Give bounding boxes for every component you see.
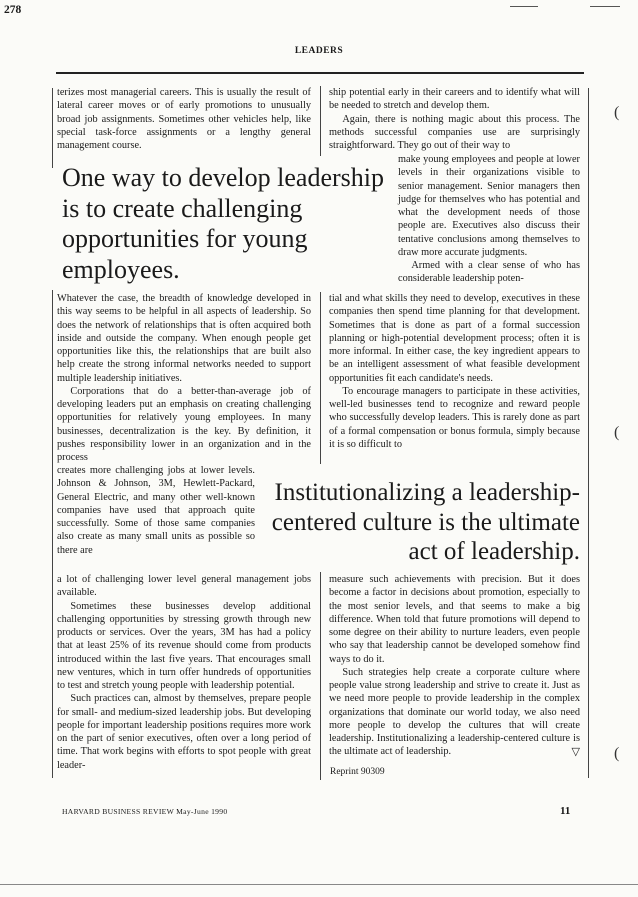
column-divider (320, 292, 321, 464)
header-rule (56, 72, 584, 74)
pull-quote-2 (268, 478, 580, 567)
paragraph: terizes most managerial careers. This is usually the result of lateral career moves or of early promotions to unusually broad job assignments. Sometimes other vehicles help, like special task-force assignments or a lengthy general management course. (57, 87, 311, 151)
paragraph: make young employees and people at lower levels in their organizations visible to senior management. Senior managers then judge for themselves who has potential and what the development needs of those people are. Executives also discuss their tentative conclusions among themselves to draw more accurate judgments. (398, 154, 580, 258)
paragraph: Sometimes these businesses develop additional challenging opportunities by stressing growth through new products or services. Over the years, 3M has had a policy that at least 25% of its revenue should come from products introduced within the last five years. That encourages small new ventures, which in turn offer hundreds of opportunities to test and stretch young people with leadership potential. (57, 600, 311, 691)
margin-mark: ( (614, 745, 620, 762)
pull-quote-line: centered culture is the ultimate (271, 508, 580, 536)
paragraph: Again, there is nothing magic about this process. The methods successful companies use are surprisingly straightforward. They go out of their way to (329, 113, 580, 151)
left-margin-line (52, 290, 53, 778)
left-narrow-column (57, 464, 255, 557)
paragraph: tial and what skills they need to develop, executives in these companies then spend time planning for that development. Sometimes that is done as part of a formal succession planning or high-potential development process; often it is more informal. In either case, the key ingredient appears to be an intelligent assessment of what feasible development opportunities fit each candidate's needs. (329, 293, 580, 384)
paragraph: Whatever the case, the breadth of knowledge developed in this way seems to be helpful in all aspects of leadership. So does the network of relationships that is often acquired both inside and outside the company. When enough people get opportunities like this, the relationships that are built also help create the strong informal networks needed to support multiple leadership initiatives. (57, 293, 311, 384)
paragraph: Corporations that do a better-than-average job of developing leaders put an emphasis on creating challenging opportunities for relatively young employees. In many businesses, decentralization is the key. By definition, it pushes responsibility lower in an organization and in the process (57, 385, 311, 463)
margin-mark: ( (614, 424, 620, 441)
paragraph-text: Such strategies help create a corporate culture where people value strong leadership and strive to create it. Just as we need more people to provide leadership in the complex organizations that dominate our world today, we also need more people to develop the cultures that will create leadership. Institutionalizing a leadership-centered culture is the ultimate act of leadership. (329, 666, 580, 758)
pull-quote-1: One way to develop leadership is to create challenging opportunities for young employees. (62, 163, 385, 284)
right-column-mid (329, 292, 580, 451)
column-divider (320, 86, 321, 156)
bottom-edge (0, 884, 638, 885)
right-margin-line (588, 88, 589, 778)
paragraph: ship potential early in their careers and to identify what will be needed to stretch and develop them. (329, 87, 580, 112)
running-head: LEADERS (294, 46, 344, 56)
pull-quote-line: act of leadership. (408, 538, 580, 565)
paragraph (329, 666, 580, 759)
right-column-top (329, 86, 580, 152)
scan-artifact (590, 6, 620, 7)
reprint-number: Reprint 90309 (330, 767, 385, 777)
column-divider (320, 572, 321, 780)
scan-artifact (510, 6, 538, 7)
pull-quote-line: Institutionalizing a leadership- (274, 479, 580, 506)
end-of-article-icon: ▽ (571, 745, 580, 759)
footer-page-number: 11 (560, 805, 571, 817)
paragraph: Armed with a clear sense of who has considerable leadership poten- (398, 260, 580, 285)
right-column-bottom (329, 573, 580, 759)
page-number: 278 (4, 4, 22, 16)
footer-journal: HARVARD BUSINESS REVIEW May-June 1990 (62, 807, 228, 816)
right-narrow-column (398, 153, 580, 286)
paragraph: Such practices can, almost by themselves, prepare people for small- and medium-sized leadership jobs. But developing people for important leadership positions requires more work on the part of senior executives, often over a long period of time. That work begins with efforts to spot people with great leader- (57, 693, 311, 771)
left-column-top (57, 86, 311, 152)
margin-mark: ( (614, 104, 620, 121)
paragraph: To encourage managers to participate in these activities, well-led businesses tend to recognize and reward people who successfully develop leaders. This is rarely done as part of a formal compensation or bonus formula, simply because it is so difficult to (329, 385, 580, 450)
left-margin-line (52, 88, 53, 168)
left-column-bottom (57, 573, 311, 772)
paragraph: a lot of challenging lower level general management jobs available. (57, 574, 311, 599)
paragraph: measure such achievements with precision. But it does become a factor in decisions about promotion, especially to the most senior levels, and that seems to make a big difference. When told that future promotions will depend to some degree on their ability to nurture leaders, even people who say that leadership cannot be developed somehow find ways to do it. (329, 574, 580, 665)
left-column-mid (57, 292, 311, 464)
paragraph: creates more challenging jobs at lower levels. Johnson & Johnson, 3M, Hewlett-Packard, General Electric, and many other well-known companies have used that approach quite successfully. Some of those same companies also create as many small units as possible so there are (57, 465, 255, 556)
